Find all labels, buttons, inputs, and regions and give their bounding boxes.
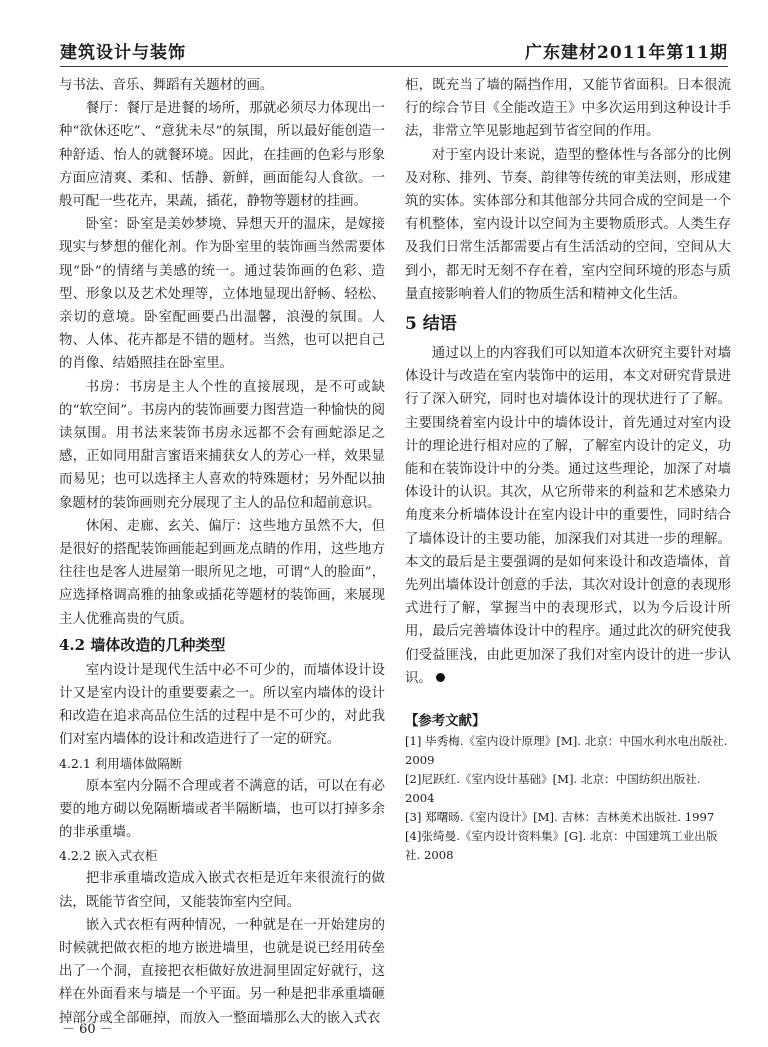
reference-item: [3] 郑曙旸.《室内设计》[M]. 吉林：吉林美术出版社. 1997 bbox=[405, 810, 715, 825]
paragraph-conclusion bbox=[405, 342, 731, 690]
paragraph: 对于室内设计来说，造型的整体性与各部分的比例及对称、排列、节奏、韵律等传统的审美法则，形成建筑的实体。实体部分和其他部分共同合成的空间是一个有机整体，室内设计以空间为主要物质形式。人类生存及我们日常生活都需要占有生活活动的空间，空间从大到小，都无时无刻不存在着，室内空间环境的形态与质量直接影响着人们的物质生活和精神文化生活。 bbox=[405, 147, 731, 302]
journal-section-title: 建筑设计与装饰 bbox=[60, 43, 186, 63]
reference-item: [4]张绮曼.《室内设计资料集》[G]. 北京：中国建筑工业出版社. 2008 bbox=[405, 829, 718, 863]
paragraph: 嵌入式衣柜有两种情况，一种就是在一开始建房的时候就把做衣柜的地方嵌进墙里，也就是说已经用砖垒出了一个洞，直接把衣柜做好放进洞里固定好就行，这样在外面看来与墙是一个平面。另一种是把非承重墙砸掉部分或全部砸掉，而放入一整面墙那么大的嵌入式衣 bbox=[59, 917, 385, 1026]
paragraph: 与书法、音乐、舞蹈有关题材的画。 bbox=[59, 78, 274, 93]
section-heading-4-2: 4.2 墙体改造的几种类型 bbox=[59, 635, 226, 654]
subsection-heading-4-2-1: 4.2.1 利用墙体做隔断 bbox=[59, 755, 183, 771]
running-header bbox=[60, 38, 728, 67]
references bbox=[405, 710, 731, 865]
paragraph: 柜，既充当了墙的隔挡作用，又能节省面积。日本很流行的综合节目《全能改造王》中多次运用到这种设计手法，非常立竿见影地起到节省空间的作用。 bbox=[405, 78, 731, 140]
paragraph: 把非承重墙改造成入嵌式衣柜是近年来很流行的做法，既能节省空间，又能装饰室内空间。 bbox=[59, 871, 385, 910]
reference-item: [2]尼跃红.《室内设计基础》[M]. 北京：中国纺织出版社. 2004 bbox=[405, 772, 701, 806]
left-column bbox=[59, 74, 385, 1030]
paragraph-bedroom: 卧室：卧室是美妙梦境、异想天开的温床，是嫁接现实与梦想的催化剂。作为卧室里的装饰画当然需要体现“卧”的情绪与美感的统一。通过装饰画的色彩、造型、形象以及艺术处理等，立体地显现出舒畅、轻松、亲切的意境。卧室配画要凸出温馨，浪漫的氛围。人物、人体、花卉都是不错的题材。当然，也可以把自己的肖像、结婚照挂在卧室里。 bbox=[59, 217, 385, 372]
paragraph-study: 书房：书房是主人个性的直接展现，是不可或缺的“软空间”。书房内的装饰画要力图营造一种愉快的阅读氛围。用书法来装饰书房永远都不会有画蛇添足之感，正如同用甜言蜜语来捕获女人的芳心一样，效果显而易见；也可以选择主人喜欢的特殊题材；另外配以抽象题材的装饰画则充分展现了主人的品位和超前意识。 bbox=[59, 379, 385, 511]
paragraph-leisure: 休闲、走廊、玄关、偏厅：这些地方虽然不大，但是很好的搭配装饰画能起到画龙点睛的作用，这些地方往往也是客人进屋第一眼所见之地，可谓“人的脸面”，应选择格调高雅的抽象或插花等题材的装饰画，来展现主人优雅高贵的气质。 bbox=[59, 518, 385, 627]
paragraph: 室内设计是现代生活中必不可少的，而墙体设计设计又是室内设计的重要要素之一。所以室内墙体的设计和改造在追求高品位生活的过程中是不可少的，对此我们对室内墙体的设计和改造进行了一定的研究。 bbox=[59, 662, 385, 748]
end-mark-icon bbox=[436, 673, 445, 682]
section-heading-conclusion: 5 结语 bbox=[405, 314, 457, 335]
right-column bbox=[405, 74, 731, 865]
references-title: 【参考文献】 bbox=[405, 713, 486, 730]
paragraph: 原本室内分隔不合理或者不满意的话，可以在有必要的地方砌以免隔断墙或者半隔断墙，也可以打掉多余的非承重墙。 bbox=[59, 778, 385, 841]
reference-item: [1] 毕秀梅.《室内设计原理》[M]. 北京：中国水利水电出版社. 2009 bbox=[405, 734, 728, 768]
conclusion-text: 通过以上的内容我们可以知道本次研究主要针对墙体设计与改造在室内装饰中的运用，本文对研究背景进行了深入研究，同时也对墙体设计的现状进行了了解。主要围绕着室内设计中的墙体设计，首先通过对室内设计的理论进行相对应的了解，了解室内设计的定义，功能和在装饰设计中的分类。通过这些理论，加深了对墙体设计的认识。其次，从它所带来的利益和艺术感染力角度来分析墙体设计在室内设计中的重要性，同时结合了墙体设计的主要功能，加深我们对其进一步的理解。本文的最后是主要强调的是如何来设计和改造墙体，首先列出墙体设计创意的手法，其次对设计创意的表现形式进行了解，掌握当中的表现形式，以为今后设计所用，最后完善墙体设计中的程序。通过此次的研究使我们受益匪浅，由此更加深了我们对室内设计的进一步认识。 bbox=[405, 346, 731, 686]
journal-issue: 广东建材2011年第11期 bbox=[525, 43, 728, 63]
page-number: － 60 － bbox=[62, 1022, 113, 1037]
paragraph-dining-room: 餐厅：餐厅是进餐的场所，那就必须尽力体现出一种“欲休还吃”、“意犹未尽”的氛围，所以最好能创造一种舒适、怡人的就餐环境。因此，在挂画的色彩与形象方面应清爽、柔和、恬静、新鲜，画面能勾人食欲。一般可配一些花卉，果蔬，插花，静物等题材的挂画。 bbox=[59, 101, 385, 210]
subsection-heading-4-2-2: 4.2.2 嵌入式衣柜 bbox=[59, 848, 158, 864]
